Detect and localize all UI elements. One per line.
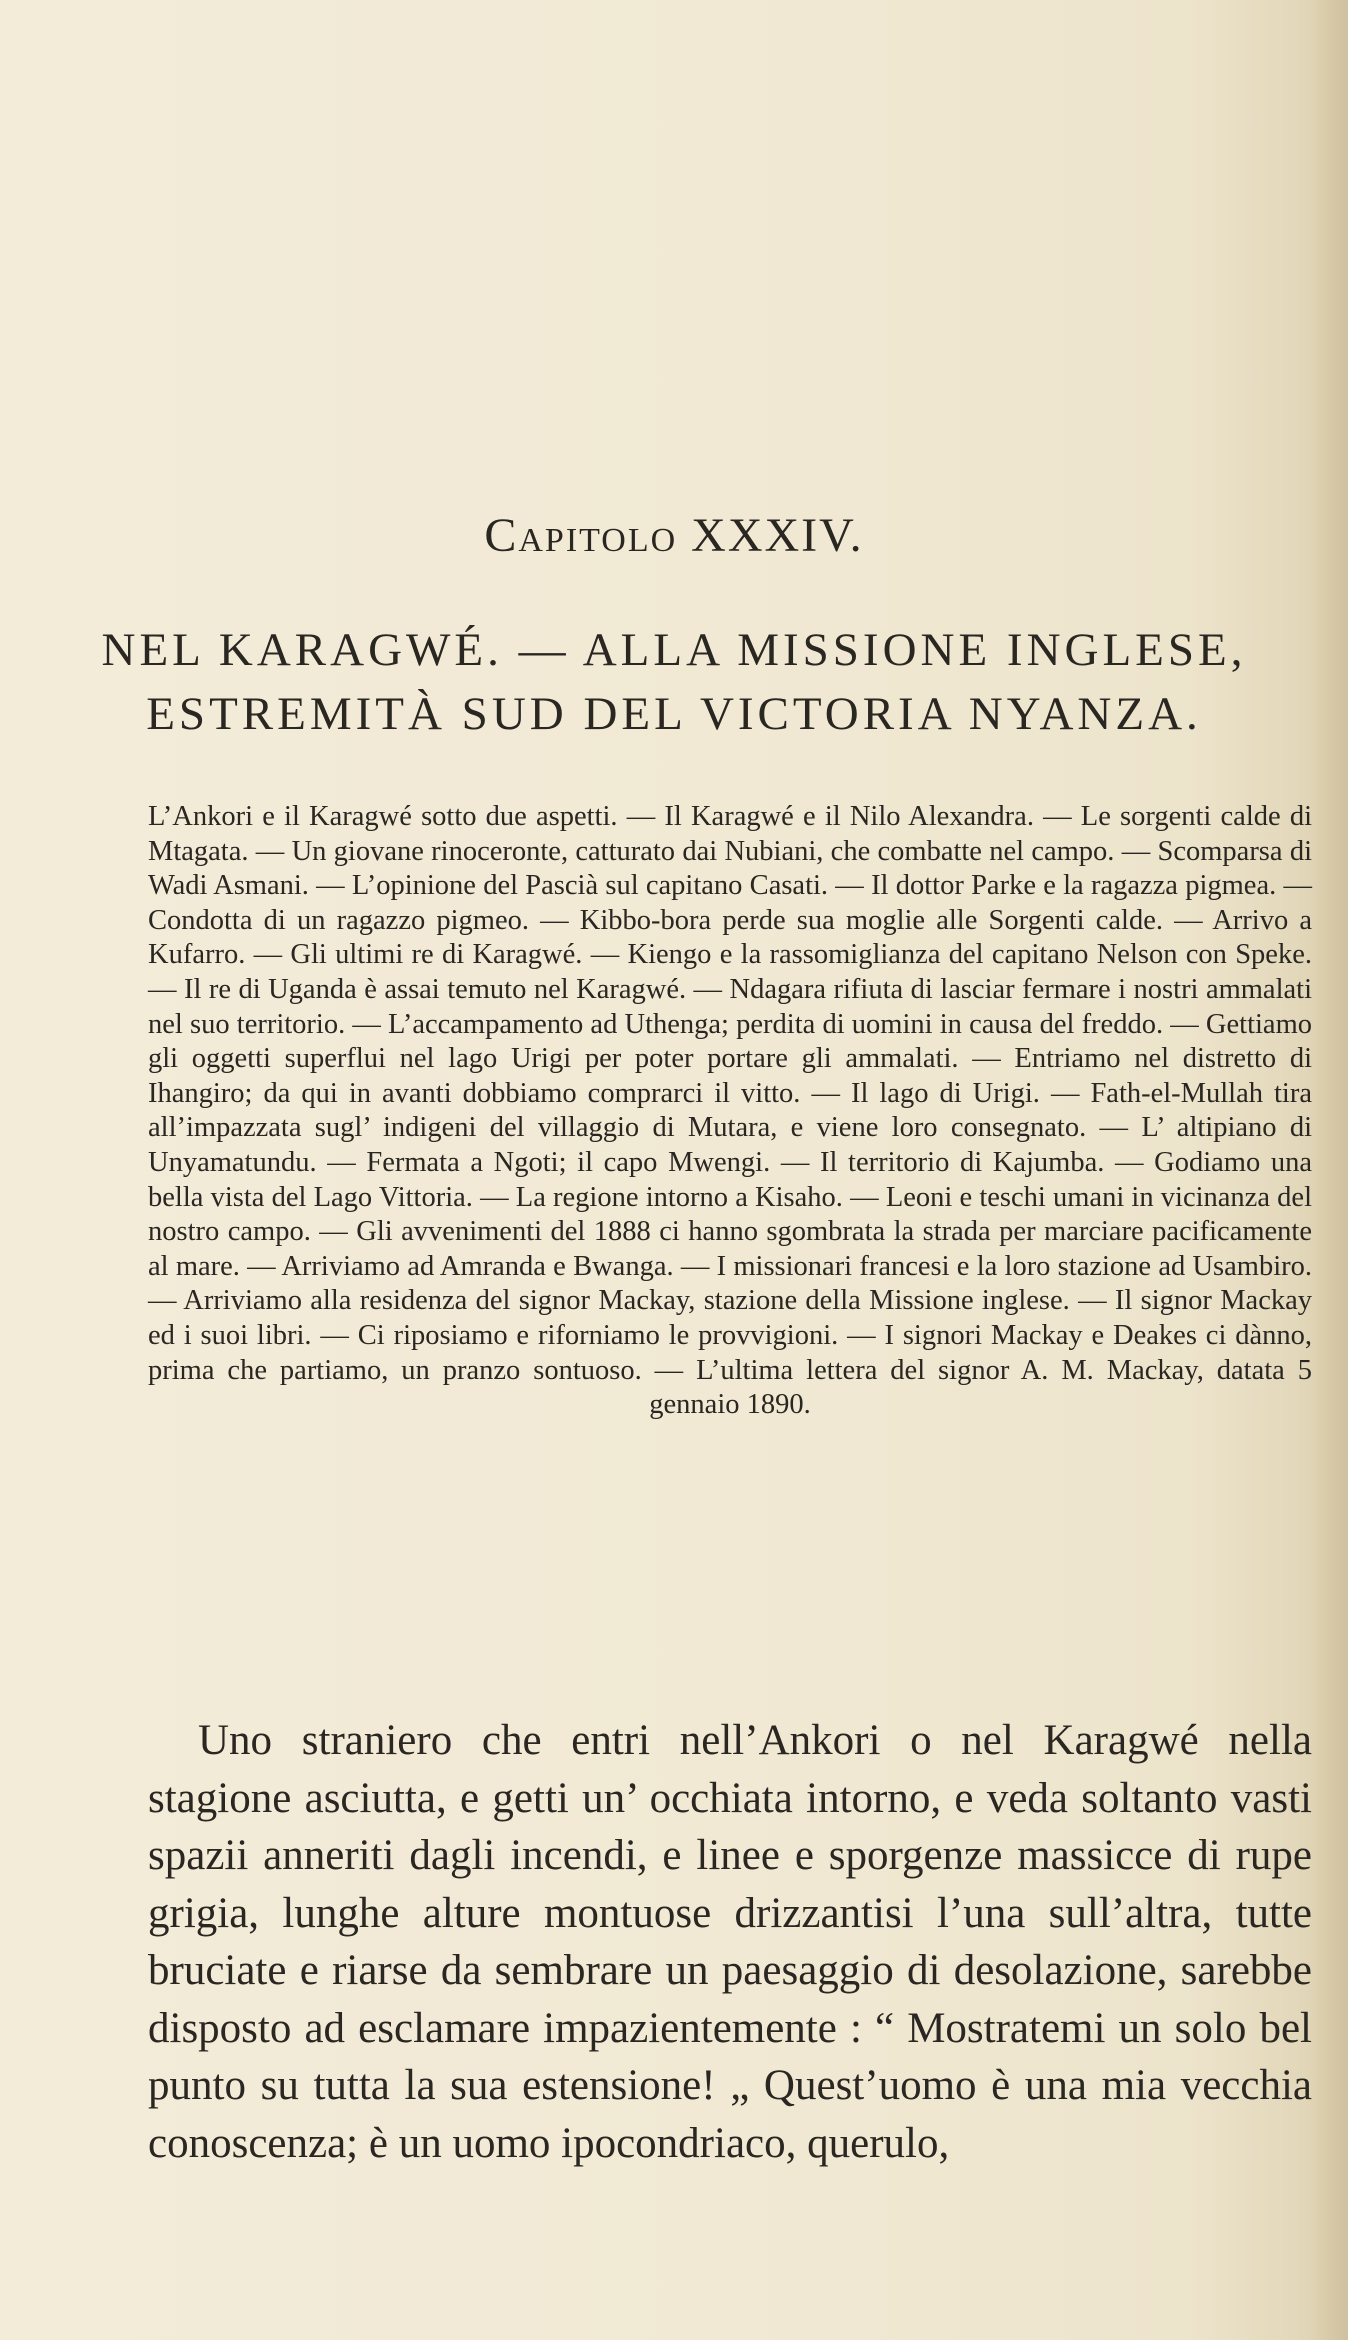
chapter-summary: L’Ankori e il Karagwé sotto due aspetti. — Il Karagwé e il Nilo Alexandra. — Le sorgenti calde di Mtagata. — Un giovane rinoceronte, catturato dai Nubiani, che combatte nel campo. — Scomparsa di Wadi Asmani. — L’opinione del Pascià sul capitano Casati. — Il dottor Parke e la ragazza pigmea. — Condotta di un ragazzo pigmeo. — Kibbo-bora perde sua moglie alle Sorgenti calde. — Arrivo a Kufarro. — Gli ultimi re di Karagwé. — Kiengo e la rassomiglianza del capitano Nelson con Speke. — Il re di Uganda è assai temuto nel Karagwé. — Ndagara rifiuta di lasciar fermare i nostri ammalati nel suo territorio. — L’accampamento ad Uthenga; perdita di uomini in causa del freddo. — Gettiamo gli oggetti superflui nel lago Urigi per poter portare gli ammalati. — Entriamo nel distretto di Ihangiro; da qui in avanti dobbiamo comprarci il vitto. — Il lago di Urigi. — Fath-el-Mullah tira all’impazzata sugl’ indigeni del villaggio di Mutara, e viene loro consegnato. — L’ altipiano di Unyamatundu. — Fermata a Ngoti; il capo Mwengi. — Il territorio di Kajumba. — Godiamo una bella vista del Lago Vittoria. — La regione intorno a Kisaho. — Leoni e teschi umani in vicinanza del nostro campo. — Gli avvenimenti del 1888 ci hanno sgombrata la strada per marciare pacificamente al mare. — Arriviamo ad Amranda e Bwanga. — I missionari francesi e la loro stazione ad Usambiro. — Arriviamo alla residenza del signor Mackay, stazione della Missione inglese. — Il signor Mackay ed i suoi libri. — Ci riposiamo e riforniamo le provvigioni. — I signori Mackay e Deakes ci dànno, prima che partiamo, un pranzo sontuoso. — L’ultima lettera del signor A. M. Mackay, datata 5 gennaio 1890. [148, 801, 1312, 1421]
chapter-subtitle [0, 618, 1348, 746]
chapter-subtitle-line-1: NEL KARAGWÉ. — ALLA MISSIONE INGLESE, [101, 624, 1247, 676]
body-paragraph [148, 1712, 1312, 2172]
body-paragraph-text: Uno straniero che entri nell’Ankori o nel Karagwé nella stagione asciutta, e getti un’ occhiata intorno, e veda soltanto vasti spazii anneriti dagli incendi, e linee e sporgenze massicce di rupe grigia, lunghe alture montuose drizzantisi l’una sull’altra, tutte bruciate e riarse da sembrare un paesaggio di desolazione, sarebbe disposto ad esclamare impazientemente : “ Mostratemi un solo bel punto su tutta la sua estensione! „ Quest’uomo è una mia vecchia conoscenza; è un uomo ipocondriaco, querulo, [148, 1717, 1312, 2167]
chapter-subtitle-line-2: ESTREMITÀ SUD DEL VICTORIA NYANZA. [146, 688, 1202, 740]
chapter-title: Capitolo XXXIV. [484, 509, 864, 562]
